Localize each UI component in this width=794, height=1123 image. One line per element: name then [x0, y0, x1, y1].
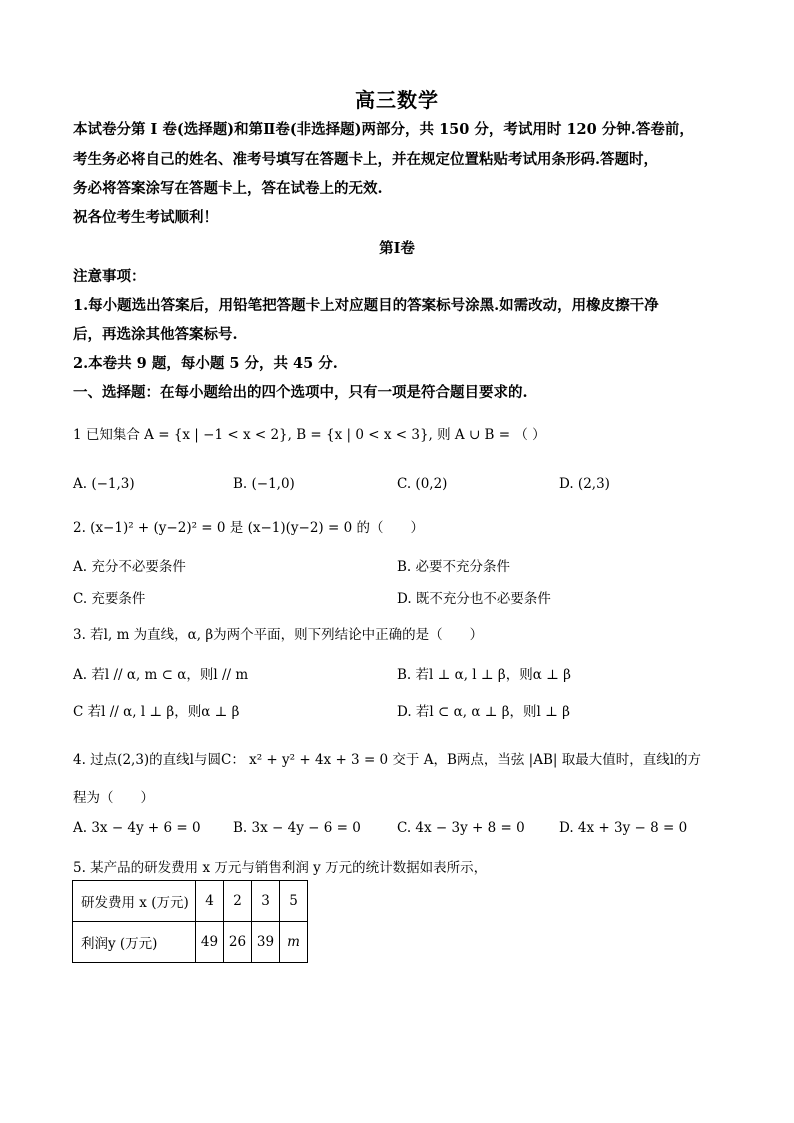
question-4-option-c: C. 4x − 3y + 8 = 0 [397, 820, 525, 836]
intro-line-3: 务必将答案涂写在答题卡上，答在试卷上的无效. [73, 180, 383, 197]
question-4-stem-line-2: 程为（ ） [73, 790, 154, 806]
notes-heading: 注意事项： [73, 268, 146, 285]
table-cell: m [280, 922, 308, 963]
question-3-stem: 3. 若l, m 为直线，α, β为两个平面，则下列结论中正确的是（ ） [73, 627, 484, 643]
notes-item-1-line-2: 后，再选涂其他答案标号. [73, 326, 238, 343]
question-2-stem: 2. (x−1)² + (y−2)² = 0 是 (x−1)(y−2) = 0 的（ ） [73, 520, 424, 536]
question-2-option-a: A. 充分不必要条件 [73, 559, 186, 575]
question-1-option-d: D. (2,3) [559, 476, 610, 492]
question-4-option-b: B. 3x − 4y − 6 = 0 [233, 820, 361, 836]
question-1-option-c: C. (0,2) [397, 476, 448, 492]
table-cell: 26 [224, 922, 252, 963]
question-3-option-d: D. 若l ⊂ α, α ⊥ β，则l ⊥ β [397, 704, 570, 720]
intro-line-1: 本试卷分第 Ⅰ 卷(选择题)和第Ⅱ卷(非选择题)两部分，共 150 分，考试用时 120 分钟.答卷前， [73, 121, 694, 138]
table-cell: 5 [280, 881, 308, 922]
question-2-option-d: D. 既不充分也不必要条件 [397, 591, 551, 607]
table-cell: 利润y (万元) [73, 922, 196, 963]
data-table [72, 880, 308, 963]
question-4-option-d: D. 4x + 3y − 8 = 0 [559, 820, 688, 836]
intro-line-4: 祝各位考生考试顺利！ [73, 209, 218, 226]
question-5-stem: 5. 某产品的研发费用 x 万元与销售利润 y 万元的统计数据如表所示， [73, 860, 488, 876]
question-1-option-a: A. (−1,3) [73, 476, 135, 492]
question-3-option-a: A. 若l // α, m ⊂ α，则l // m [73, 667, 249, 683]
question-3-option-b: B. 若l ⊥ α, l ⊥ β，则α ⊥ β [397, 667, 571, 683]
table-cell: 2 [224, 881, 252, 922]
table-cell: 39 [252, 922, 280, 963]
notes-item-2: 2.本卷共 9 题，每小题 5 分，共 45 分. [73, 355, 338, 372]
question-3-option-c: C 若l // α, l ⊥ β，则α ⊥ β [73, 704, 240, 720]
table-row [73, 881, 308, 922]
question-1-option-b: B. (−1,0) [233, 476, 295, 492]
question-4-stem-line-1: 4. 过点(2,3)的直线l与圆C： x² + y² + 4x + 3 = 0 交于 A，B两点，当弦 |AB| 取最大值时，直线l的方 [73, 752, 702, 768]
question-1-stem: 1 已知集合 A = {x | −1 < x < 2}, B = {x | 0 < x < 3}, 则 A ∪ B = （ ） [73, 427, 546, 443]
table-cell: 3 [252, 881, 280, 922]
table-cell: 研发费用 x (万元) [73, 881, 196, 922]
page-title: 高三数学 [355, 88, 439, 112]
table-cell: 49 [196, 922, 224, 963]
question-2-option-b: B. 必要不充分条件 [397, 559, 511, 575]
notes-item-1-line-1: 1.每小题选出答案后，用铅笔把答题卡上对应题目的答案标号涂黑.如需改动，用橡皮擦干净 [73, 297, 659, 314]
table-cell: 4 [196, 881, 224, 922]
section-title: 第Ⅰ卷 [379, 240, 415, 257]
question-4-option-a: A. 3x − 4y + 6 = 0 [73, 820, 201, 836]
intro-line-2: 考生务必将自己的姓名、准考号填写在答题卡上，并在规定位置粘贴考试用条形码.答题时， [73, 151, 659, 168]
table-row [73, 922, 308, 963]
part1-heading: 一、选择题：在每小题给出的四个选项中，只有一项是符合题目要求的. [73, 384, 528, 401]
question-2-option-c: C. 充要条件 [73, 591, 146, 607]
